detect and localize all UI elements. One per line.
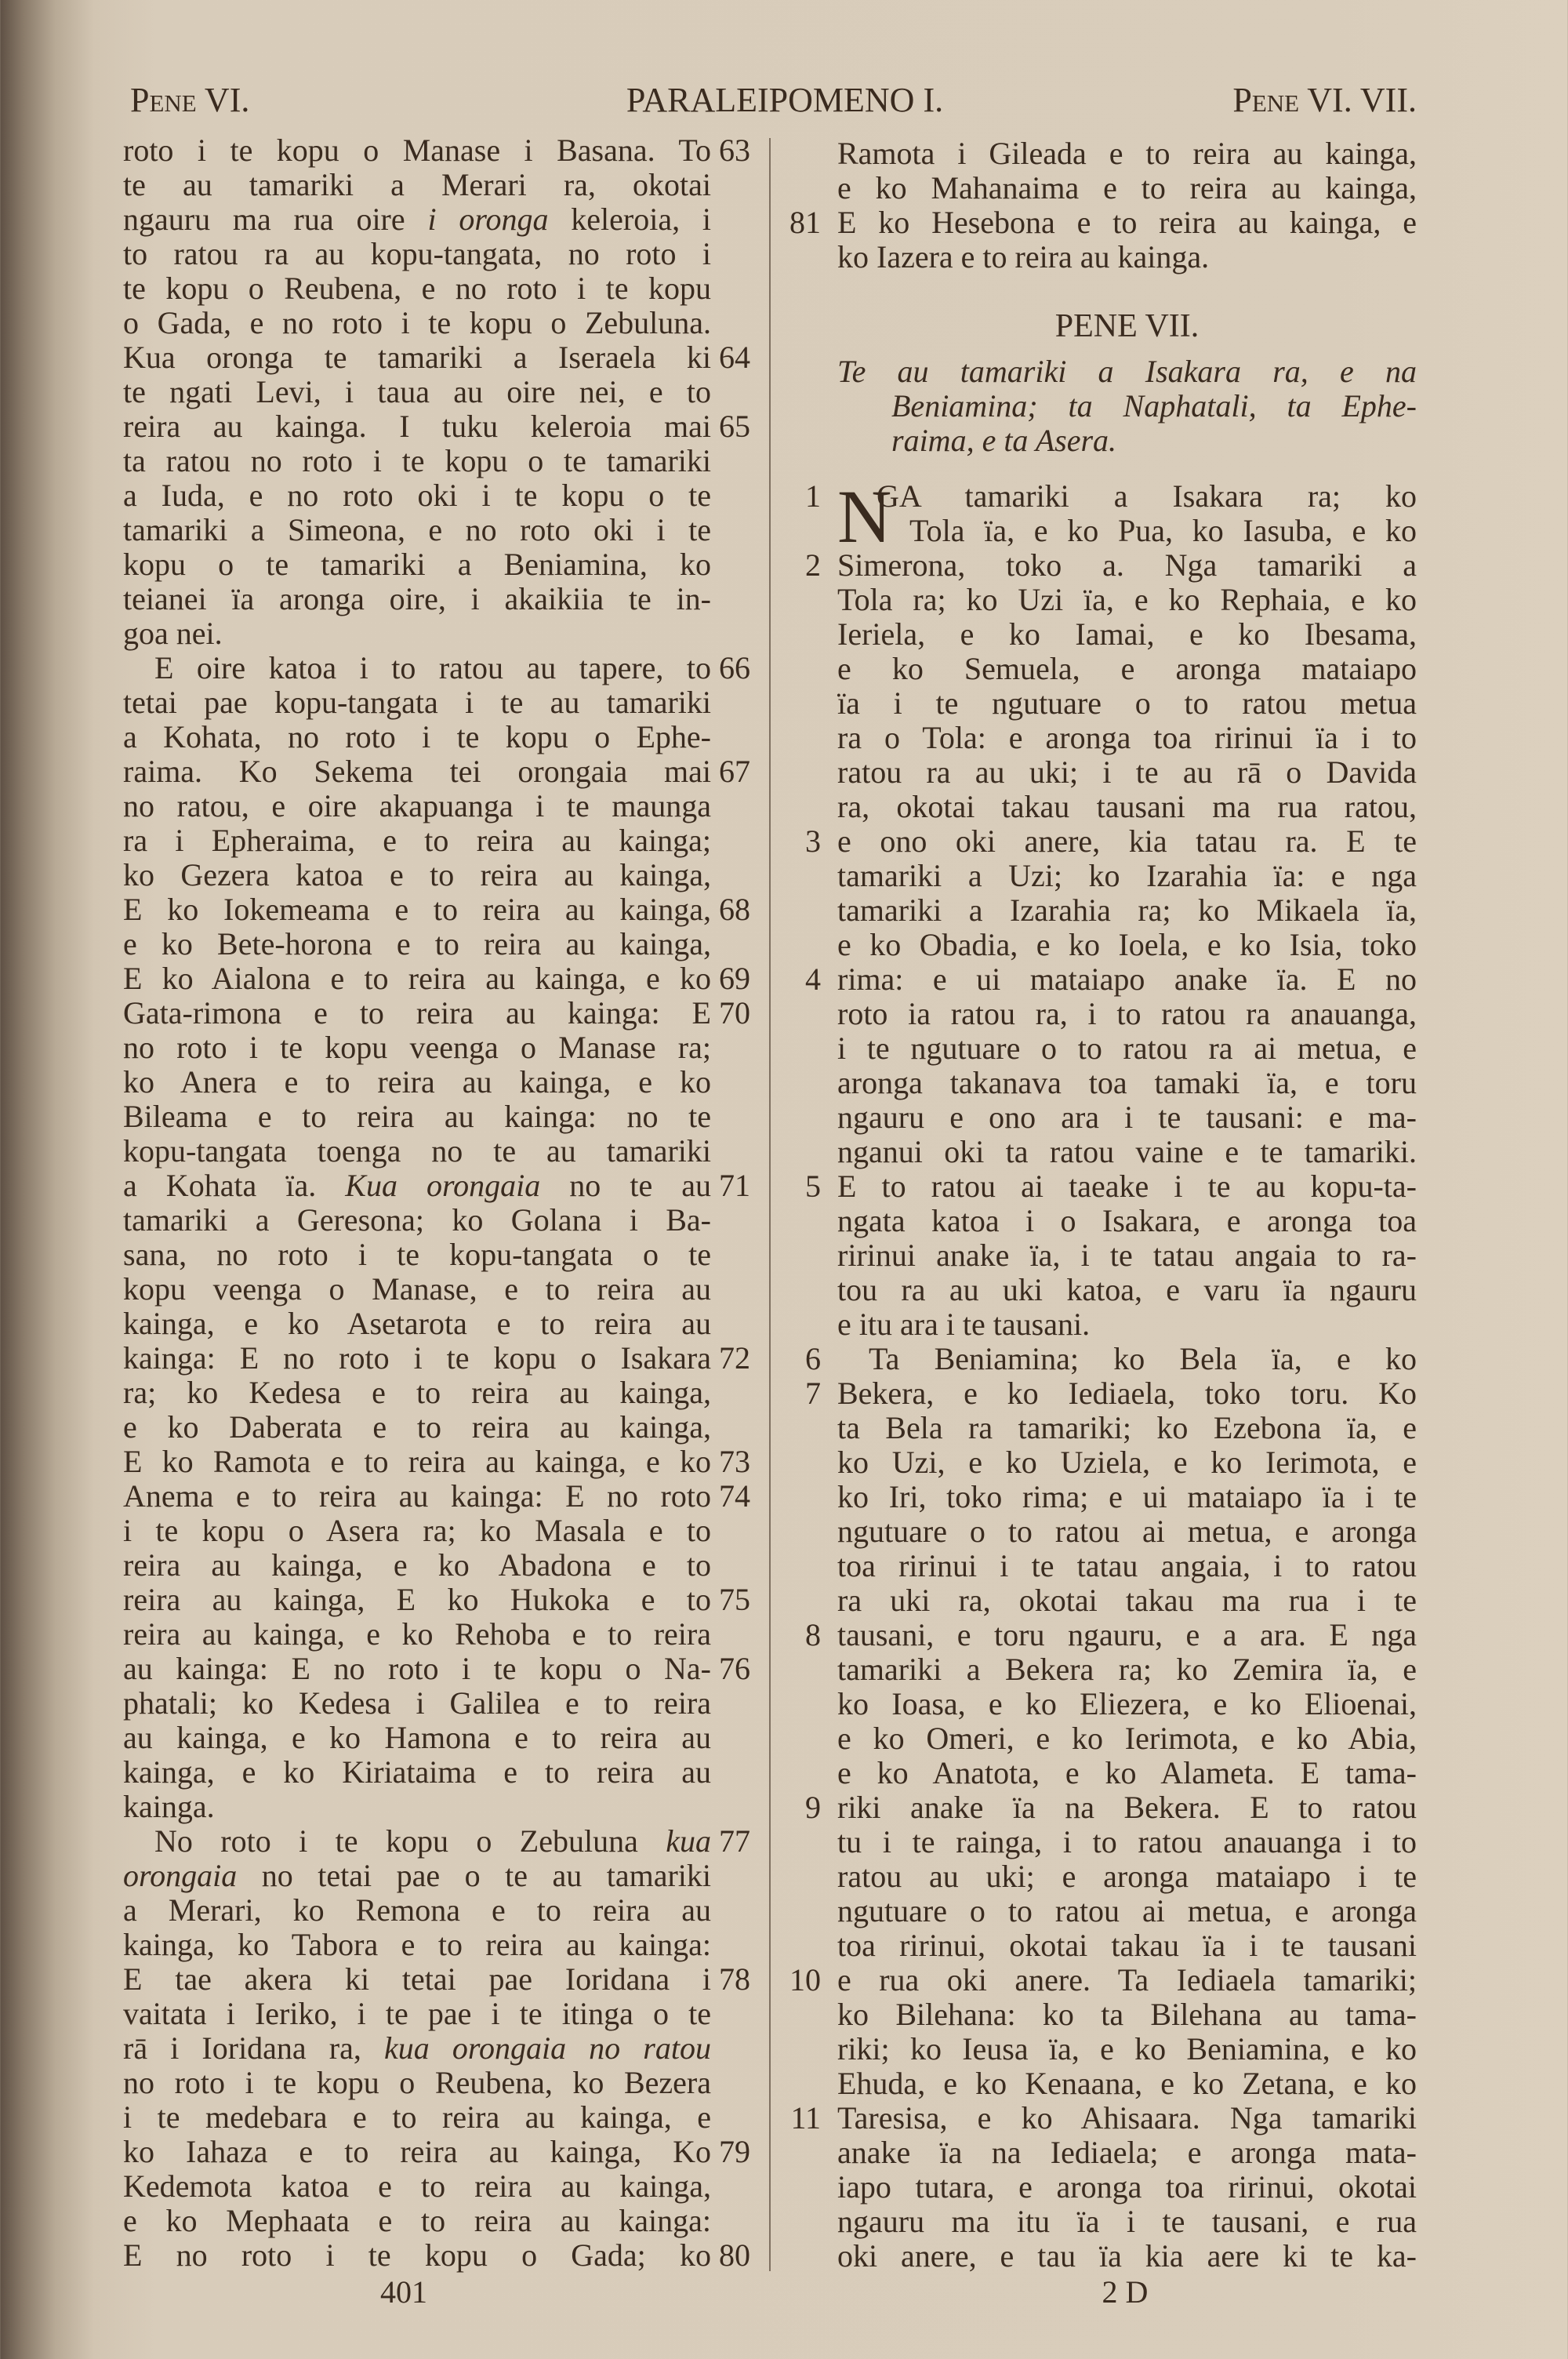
- line-text: e ono oki anere, kia tatau ra. E te: [837, 823, 1417, 859]
- line-text: ra, okotai takau tausani ma rua ratou,: [837, 789, 1417, 824]
- line-text: tamariki a Geresona; ko Golana i Ba-: [123, 1202, 711, 1238]
- line-text: GA tamariki a Isakara ra; ko: [877, 478, 1417, 514]
- line-text: E ko Ramota e to reira au kainga, e ko: [123, 1444, 711, 1479]
- line-text: goa nei.: [123, 616, 223, 651]
- text-line: [837, 389, 1417, 423]
- text-line: [837, 997, 1417, 1031]
- text-line: [123, 2066, 711, 2100]
- line-text: a Iuda, e no roto oki i te kopu o te: [123, 478, 711, 513]
- text-line: [837, 859, 1417, 893]
- line-text: raima, e ta Asera.: [891, 423, 1117, 458]
- text-line: [123, 271, 711, 306]
- line-text: Ehuda, e ko Kenaana, e ko Zetana, e ko: [837, 2066, 1417, 2101]
- text-line: [837, 514, 1417, 548]
- text-line: [123, 547, 711, 582]
- text-line: [837, 171, 1417, 205]
- text-line: [837, 1652, 1417, 1687]
- text-line: [837, 1825, 1417, 1859]
- text-line: [123, 340, 750, 375]
- line-text: ta ratou no roto i te kopu o te tamariki: [123, 443, 711, 478]
- line-text: tausani, e toru ngauru, e a ara. E nga: [837, 1617, 1417, 1652]
- line-text: ko Iahaza e to reira au kainga, Ko: [123, 2134, 711, 2169]
- line-text: e ko Semuela, e aronga mataiapo: [837, 651, 1417, 686]
- line-text: e ko Mephaata e to reira au kainga:: [123, 2203, 711, 2238]
- line-text: kainga, ko Tabora e to reira au kainga:: [123, 1927, 711, 1962]
- line-text: kainga, e ko Asetarota e to reira au: [123, 1306, 711, 1341]
- text-line: [837, 1859, 1417, 1894]
- line-text: keleroia, i: [548, 202, 712, 237]
- text-line: [837, 755, 1417, 790]
- text-line: [837, 1583, 1417, 1618]
- line-text: no roto i te kopu o Reubena, ko Bezera: [123, 2065, 711, 2100]
- text-line: [123, 1168, 750, 1203]
- text-line: [837, 1480, 1417, 1514]
- verse-number: 10: [789, 1962, 821, 1997]
- verse-number: 3: [805, 823, 821, 859]
- line-text: reira au kainga, e ko Rehoba e to reira: [123, 1616, 711, 1652]
- line-text: ngauru e ono ara i te tausani: e ma-: [837, 1100, 1417, 1135]
- text-line: [837, 790, 1417, 824]
- line-text: Bileama e to reira au kainga: no te: [123, 1099, 711, 1134]
- line-text: Tola ra; ko Uzi ïa, e ko Rephaia, e ko: [837, 582, 1417, 617]
- text-line: [837, 1100, 1417, 1135]
- italic-text: orongaia: [123, 1858, 238, 1893]
- text-line: [837, 583, 1417, 617]
- line-text: a Merari, ko Remona e to reira au: [123, 1892, 711, 1928]
- line-text: kainga, e ko Kiriataima e to reira au: [123, 1754, 711, 1790]
- line-text: ngutuare o to ratou ai metua, e aronga: [837, 1893, 1417, 1928]
- verse-number: 69: [719, 961, 750, 996]
- line-text: toa ririnui i te tatau angaia, i to ratou: [837, 1548, 1417, 1583]
- italic-text: kua orongaia no ratou: [384, 2030, 711, 2066]
- line-text: a Kohata ïa.: [123, 1168, 346, 1203]
- line-text: a Kohata, no roto i te kopu o Ephe-: [123, 719, 711, 754]
- text-line: [837, 1721, 1417, 1756]
- text-line: [837, 2032, 1417, 2066]
- text-line: [805, 547, 1417, 583]
- text-line: [790, 2100, 1417, 2135]
- text-line: [123, 823, 711, 858]
- text-line: [789, 205, 1417, 240]
- line-text: Beniamina; ta Naphatali, ta Ephe-: [891, 388, 1417, 423]
- line-text: au kainga: E no roto i te kopu o Na-: [123, 1651, 711, 1686]
- line-text: iapo tutara, e aronga toa ririnui, okotai: [837, 2169, 1417, 2205]
- line-text: ra o Tola: e aronga toa ririnui ïa i to: [837, 720, 1417, 755]
- verse-number: 80: [719, 2237, 750, 2273]
- line-text: E no roto i te kopu o Gada; ko: [123, 2237, 711, 2273]
- text-line: [837, 136, 1417, 171]
- text-line: [123, 1790, 711, 1824]
- verse-number: 79: [719, 2134, 750, 2169]
- text-line: [123, 1548, 711, 1583]
- text-line: [837, 1756, 1417, 1790]
- text-line: [123, 927, 711, 961]
- line-text: o Gada, e no roto i te kopu o Zebuluna.: [123, 305, 711, 340]
- text-line: [123, 2031, 711, 2066]
- verse-number: 74: [719, 1478, 750, 1514]
- text-line: [123, 1686, 711, 1721]
- text-line: [123, 409, 750, 444]
- text-line: [805, 1790, 1417, 1825]
- text-line: [123, 375, 711, 409]
- verse-number: 75: [719, 1582, 750, 1617]
- line-text: ngauru ma itu ïa i te tausani, e rua: [837, 2204, 1417, 2239]
- line-text: reira au kainga, E ko Hukoka e to: [123, 1582, 711, 1617]
- line-text: ratou au uki; e aronga mataiapo i te: [837, 1859, 1417, 1894]
- line-text: ra uki ra, okotai takau ma rua i te: [837, 1583, 1417, 1618]
- line-text: reira au kainga, e ko Abadona e to: [123, 1547, 711, 1583]
- text-line: [123, 1238, 711, 1272]
- line-text: te au tamariki a Merari ra, okotai: [123, 167, 711, 202]
- text-line: [123, 1617, 711, 1652]
- line-text: ko Iri, toko rima; e ui mataiapo ïa i te: [837, 1479, 1417, 1514]
- line-text: Kua oronga te tamariki a Iseraela ki: [123, 340, 711, 375]
- line-text: ririnui anake ïa, i te tatau angaia to ra-: [837, 1238, 1417, 1273]
- text-line: [837, 1031, 1417, 1066]
- text-line: [123, 1134, 711, 1169]
- text-line: [123, 444, 711, 478]
- line-text: ta Bela ra tamariki; ko Ezebona ïa, e: [837, 1410, 1417, 1445]
- line-text: aronga takanava toa tamaki ïa, e toru: [837, 1065, 1417, 1100]
- text-line: [837, 1687, 1417, 1721]
- text-line: [123, 685, 711, 720]
- text-line: [837, 2205, 1417, 2239]
- text-line: [123, 306, 711, 340]
- text-line: [123, 1203, 711, 1238]
- drop-cap: N: [837, 474, 892, 558]
- running-head-chapter-left: Pene VI.: [130, 81, 250, 119]
- line-text: e itu ara i te tausani.: [837, 1307, 1091, 1342]
- text-line: [805, 1376, 1417, 1411]
- line-text: e ko Anatota, e ko Alameta. E tama-: [837, 1755, 1417, 1790]
- text-line: [837, 617, 1417, 652]
- line-text: e ko Omeri, e ko Ierimota, e ko Abia,: [837, 1721, 1417, 1756]
- text-line: [837, 1894, 1417, 1928]
- verse-number: 73: [719, 1444, 750, 1479]
- line-text: ko Ioasa, e ko Eliezera, e ko Elioenai,: [837, 1686, 1417, 1721]
- line-text: tamariki a Izarahia ra; ko Mikaela ïa,: [837, 892, 1417, 928]
- line-text: rima: e ui mataiapo anake ïa. E no: [837, 961, 1417, 997]
- line-text: E tae akera ki tetai pae Ioridana i: [123, 1961, 711, 1997]
- text-line: [123, 1340, 750, 1376]
- text-line: [123, 1651, 750, 1686]
- line-text: oki anere, e tau ïa kia aere ki te ka-: [837, 2238, 1417, 2274]
- text-line: [837, 1273, 1417, 1307]
- text-line: [805, 1617, 1417, 1652]
- line-text: te ngati Levi, i taua au oire nei, e to: [123, 374, 711, 409]
- text-line: [805, 478, 1417, 514]
- text-line: [123, 133, 750, 168]
- line-text: kopu-tangata toenga no te au tamariki: [123, 1133, 711, 1169]
- line-text: No roto i te kopu o Zebuluna: [154, 1823, 666, 1859]
- line-text: tou ra au uki katoa, e varu ïa ngauru: [837, 1272, 1417, 1307]
- line-text: ko Uzi, e ko Uziela, e ko Ierimota, e: [837, 1445, 1417, 1480]
- text-line: [123, 720, 711, 754]
- line-text: Tola ïa, e ko Pua, ko Iasuba, e ko: [909, 513, 1417, 548]
- verse-number: 2: [805, 547, 821, 583]
- line-text: ïa i te ngutuare o to ratou metua: [837, 685, 1417, 721]
- text-line: [837, 1135, 1417, 1169]
- text-line: [837, 686, 1417, 721]
- text-line: [123, 2100, 711, 2135]
- verse-number: 65: [719, 409, 750, 444]
- line-text: vaitata i Ieriko, i te pae i te itinga o te: [123, 1996, 711, 2031]
- text-line: [837, 1307, 1417, 1342]
- line-text: no te au: [540, 1168, 712, 1203]
- line-text: e ko Daberata e to reira au kainga,: [123, 1409, 711, 1445]
- line-text: ratou ra au uki; i te au rā o Davida: [837, 754, 1417, 790]
- text-line: [123, 616, 711, 651]
- verse-number: 66: [719, 650, 750, 685]
- line-text: tetai pae kopu-tangata i te au tamariki: [123, 685, 711, 720]
- text-line: [837, 2170, 1417, 2205]
- text-line: [837, 1549, 1417, 1583]
- line-text: ko Anera e to reira au kainga, e ko: [123, 1064, 711, 1100]
- text-line: [123, 1823, 750, 1859]
- text-line: [123, 1376, 711, 1410]
- left-column: [123, 133, 750, 2273]
- verse-number: 8: [805, 1617, 821, 1652]
- text-line: [837, 721, 1417, 755]
- line-text: Ta Beniamina; ko Bela ïa, e ko: [869, 1341, 1417, 1376]
- text-line: [123, 2134, 750, 2169]
- text-line: [123, 1928, 711, 1962]
- line-text: ra i Epheraima, e to reira au kainga;: [123, 823, 711, 858]
- line-text: tu i te rainga, i to ratou anauanga i to: [837, 1824, 1417, 1859]
- text-line: [123, 1307, 711, 1341]
- text-line: [837, 354, 1417, 389]
- verse-number: 1: [805, 478, 821, 514]
- text-line: [837, 423, 1417, 458]
- line-text: e ko Obadia, e ko Ioela, e ko Isia, toko: [837, 927, 1417, 962]
- verse-number: 70: [719, 995, 750, 1030]
- text-line: [123, 892, 750, 927]
- verse-number: 63: [719, 133, 750, 168]
- verse-number: 11: [790, 2100, 821, 2135]
- text-line: [837, 1411, 1417, 1445]
- verse-number: 7: [805, 1376, 821, 1411]
- line-text: Ramota i Gileada e to reira au kainga,: [837, 136, 1417, 171]
- text-line: [123, 1030, 711, 1065]
- text-line: [837, 928, 1417, 962]
- line-text: Taresisa, e ko Ahisaara. Nga tamariki: [837, 2100, 1417, 2135]
- text-line: [123, 237, 711, 271]
- line-text: riki anake ïa na Bekera. E to ratou: [837, 1790, 1417, 1825]
- line-text: kainga: E no roto i te kopu o Isakara: [123, 1340, 711, 1376]
- text-line: [123, 1272, 711, 1307]
- text-line: [805, 823, 1417, 859]
- verse-number: 78: [719, 1961, 750, 1997]
- line-text: e ko Bete-horona e to reira au kainga,: [123, 926, 711, 961]
- verse-number: 71: [719, 1168, 750, 1203]
- text-line: [837, 652, 1417, 686]
- line-text: E ko Hesebona e to reira au kainga, e: [837, 205, 1417, 240]
- text-line: [123, 1100, 711, 1134]
- text-line: [837, 2135, 1417, 2170]
- line-text: i te kopu o Asera ra; ko Masala e to: [123, 1513, 711, 1548]
- text-line: [123, 789, 711, 823]
- text-line: [123, 1582, 750, 1617]
- running-head-title: PARALEIPOMENO I.: [626, 81, 944, 119]
- running-head-chapter-right: Pene VI. VII.: [1232, 81, 1417, 119]
- text-line: [837, 2239, 1417, 2274]
- verse-number: 76: [719, 1651, 750, 1686]
- signature-mark: 2 D: [1102, 2274, 1149, 2310]
- text-line: [789, 1962, 1417, 1997]
- line-text: Simerona, toko a. Nga tamariki a: [837, 547, 1417, 583]
- text-line: [837, 2066, 1417, 2101]
- page-number: 401: [380, 2274, 427, 2310]
- text-line: [805, 1169, 1417, 1204]
- line-text: Gata-rimona e to reira au kainga: E: [123, 995, 711, 1030]
- italic-text: i oronga: [427, 202, 549, 237]
- text-line: [123, 858, 711, 892]
- line-text: ko Bilehana: ko ta Bilehana au tama-: [837, 1997, 1417, 2032]
- text-line: [123, 1721, 711, 1755]
- text-line: [837, 1997, 1417, 2032]
- line-text: kopu veenga o Manase, e to reira au: [123, 1271, 711, 1307]
- line-text: te kopu o Reubena, e no roto i te kopu: [123, 271, 711, 306]
- verse-number: 4: [805, 961, 821, 997]
- line-text: raima. Ko Sekema tei orongaia mai: [123, 754, 711, 789]
- line-text: e ko Mahanaima e to reira au kainga,: [837, 170, 1417, 205]
- text-line: [805, 1341, 1417, 1376]
- text-line: [837, 1445, 1417, 1480]
- text-line: [123, 1065, 711, 1100]
- verse-number: 68: [719, 892, 750, 927]
- text-line: [837, 1066, 1417, 1100]
- line-text: sana, no roto i te kopu-tangata o te: [123, 1237, 711, 1272]
- line-text: rā i Ioridana ra,: [123, 2030, 384, 2066]
- line-text: tamariki a Uzi; ko Izarahia ïa: e nga: [837, 858, 1417, 893]
- verse-number: 77: [719, 1823, 750, 1859]
- line-text: to ratou ra au kopu-tangata, no roto i: [123, 236, 711, 271]
- text-line: [123, 1444, 750, 1479]
- line-text: anake ïa na Iediaela; e aronga mata-: [837, 2135, 1417, 2170]
- line-text: E ko Aialona e to reira au kainga, e ko: [123, 961, 711, 996]
- line-text: roto ia ratou ra, i to ratou ra anauanga,: [837, 996, 1417, 1031]
- text-line: [123, 1514, 711, 1548]
- chapter-summary: [837, 354, 1417, 458]
- verse-number: 81: [789, 205, 821, 240]
- text-line: [123, 1859, 711, 1893]
- line-text: tamariki a Bekera ra; ko Zemira ïa, e: [837, 1652, 1417, 1687]
- line-text: kainga.: [123, 1789, 215, 1824]
- text-line: [837, 1514, 1417, 1549]
- text-line: [123, 202, 711, 237]
- verse-number: 6: [805, 1341, 821, 1376]
- text-line: [123, 961, 750, 996]
- line-text: toa ririnui, okotai takau ïa i te tausani: [837, 1928, 1417, 1963]
- line-text: ngata katoa i o Isakara, e aronga toa: [837, 1203, 1417, 1238]
- line-text: ko Gezera katoa e to reira au kainga,: [123, 857, 711, 892]
- verse-number: 9: [805, 1790, 821, 1825]
- line-text: kopu o te tamariki a Beniamina, ko: [123, 547, 711, 582]
- text-line: [123, 2169, 711, 2204]
- line-text: phatali; ko Kedesa i Galilea e to reira: [123, 1685, 711, 1721]
- text-line: [123, 478, 711, 513]
- text-line: [123, 1997, 711, 2031]
- chapter-heading: PENE VII.: [1054, 308, 1200, 344]
- text-line: [123, 1893, 711, 1928]
- verse-number: 5: [805, 1169, 821, 1204]
- line-text: no roto i te kopu veenga o Manase ra;: [123, 1030, 711, 1065]
- text-line: [837, 240, 1417, 274]
- text-line: [123, 1961, 750, 1997]
- line-text: roto i te kopu o Manase i Basana. To: [123, 133, 711, 168]
- text-line: [837, 1238, 1417, 1273]
- line-text: nganui oki ta ratou vaine e te tamariki.: [837, 1134, 1417, 1169]
- line-text: Te au tamariki a Isakara ra, e na: [837, 354, 1417, 389]
- text-line: [123, 582, 711, 616]
- line-text: i te ngutuare o to ratou ra ai metua, e: [837, 1030, 1417, 1066]
- line-text: teianei ïa aronga oire, i akaikiia te in-: [123, 581, 711, 616]
- right-column-continuation: [789, 136, 1417, 274]
- text-line: [123, 1755, 711, 1790]
- line-text: ngutuare o to ratou ai metua, e aronga: [837, 1514, 1417, 1549]
- line-text: E oire katoa i to ratou au tapere, to: [154, 650, 711, 685]
- right-column-verses: [789, 474, 1417, 2274]
- italic-text: kua: [666, 1823, 711, 1859]
- text-line: [123, 513, 711, 547]
- line-text: au kainga, e ko Hamona e to reira au: [123, 1720, 711, 1755]
- text-line: [123, 1410, 711, 1445]
- line-text: ra; ko Kedesa e to reira au kainga,: [123, 1375, 711, 1410]
- line-text: i te medebara e to reira au kainga, e: [123, 2099, 711, 2135]
- text-line: [837, 1928, 1417, 1963]
- text-line: [837, 1204, 1417, 1238]
- line-text: E to ratou ai taeake i te au kopu-ta-: [837, 1169, 1417, 1204]
- text-line: [805, 961, 1417, 997]
- text-line: [123, 754, 750, 789]
- line-text: ko Iazera e to reira au kainga.: [837, 239, 1210, 274]
- text-line: [123, 168, 711, 202]
- text-line: [123, 1478, 750, 1514]
- line-text: riki; ko Ieusa ïa, e ko Beniamina, e ko: [837, 2031, 1417, 2066]
- text-line: [837, 893, 1417, 928]
- verse-number: 64: [719, 340, 750, 375]
- column-divider: [769, 138, 771, 2271]
- text-line: [123, 650, 750, 685]
- line-text: no ratou, e oire akapuanga i te maunga: [123, 788, 711, 823]
- line-text: E ko Iokemeama e to reira au kainga,: [123, 892, 711, 927]
- line-text: Kedemota katoa e to reira au kainga,: [123, 2168, 711, 2204]
- line-text: Bekera, e ko Iediaela, toko toru. Ko: [837, 1376, 1417, 1411]
- text-line: [123, 995, 750, 1030]
- italic-text: Kua orongaia: [345, 1168, 541, 1203]
- line-text: tamariki a Simeona, e no roto oki i te: [123, 512, 711, 547]
- text-line: [123, 2204, 711, 2238]
- verse-number: 67: [719, 754, 750, 789]
- line-text: e rua oki anere. Ta Iediaela tamariki;: [837, 1962, 1417, 1997]
- line-text: Anema e to reira au kainga: E no roto: [123, 1478, 711, 1514]
- line-text: no tetai pae o te au tamariki: [237, 1858, 711, 1893]
- text-line: [123, 2237, 750, 2273]
- line-text: ngauru ma rua oire: [123, 202, 428, 237]
- line-text: Ieriela, e ko Iamai, e ko Ibesama,: [837, 616, 1417, 652]
- verse-number: 72: [719, 1340, 750, 1376]
- line-text: reira au kainga. I tuku keleroia mai: [123, 409, 711, 444]
